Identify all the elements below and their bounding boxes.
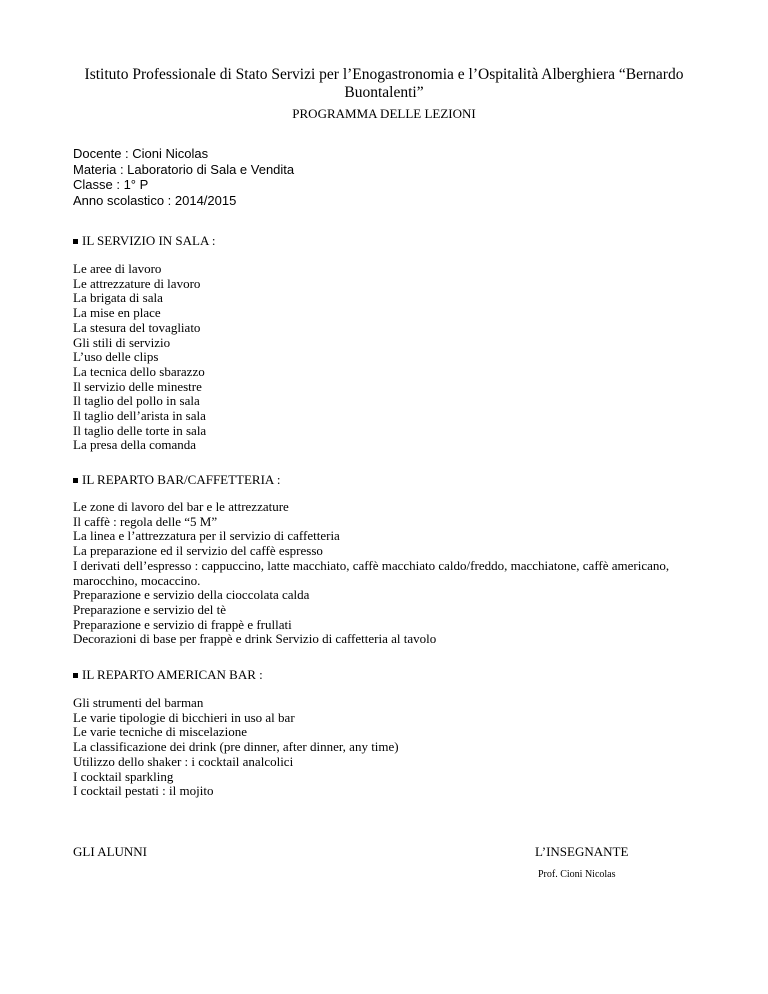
- list-item: Gli stili di servizio: [73, 334, 171, 350]
- list-item: Il caffè : regola delle “5 M”: [73, 513, 218, 529]
- class-line: Classe : 1° P: [73, 177, 149, 192]
- section-heading-text: IL REPARTO BAR/CAFFETTERIA :: [82, 472, 281, 487]
- subject-line: Materia : Laboratorio di Sala e Vendita: [73, 161, 295, 177]
- list-item: Il servizio delle minestre: [73, 378, 202, 394]
- section-list: [73, 696, 713, 799]
- list-item: La brigata di sala: [73, 290, 163, 306]
- section-heading: [73, 472, 280, 487]
- section-list: [73, 500, 713, 647]
- list-item: La tecnica dello sbarazzo: [73, 363, 205, 379]
- list-item: Gli strumenti del barman: [73, 695, 204, 710]
- list-item: La stesura del tovagliato: [73, 319, 201, 335]
- list-item: Utilizzo dello shaker : i cocktail analcolici: [73, 753, 294, 769]
- list-item: La mise en place: [73, 305, 161, 321]
- section-heading: [73, 667, 263, 682]
- list-item: Le varie tipologie di bicchieri in uso al bar: [73, 709, 295, 725]
- bullet-icon: [73, 239, 78, 244]
- list-item: I cocktail pestati : il mojito: [73, 783, 214, 799]
- list-item: La classificazione dei drink (pre dinner, after dinner, any time): [73, 739, 399, 755]
- students-signature-label: GLI ALUNNI: [73, 844, 148, 859]
- teacher-signature-label: L’INSEGNANTE: [535, 844, 629, 859]
- list-item: Il taglio delle torte in sala: [73, 422, 207, 438]
- section-heading-text: IL SERVIZIO IN SALA :: [82, 233, 216, 248]
- school-title: Istituto Professionale di Stato Servizi per l’Enogastronomia e l’Ospitalità Alberghiera “Bernardo Buontalenti”: [84, 66, 684, 101]
- list-item: Il taglio del pollo in sala: [73, 393, 200, 409]
- list-item: Preparazione e servizio del tè: [73, 601, 227, 617]
- list-item: Le attrezzature di lavoro: [73, 275, 201, 291]
- teacher-name: Prof. Cioni Nicolas: [538, 869, 616, 880]
- list-item: Preparazione e servizio di frappè e frullati: [73, 616, 292, 632]
- list-item: Le aree di lavoro: [73, 261, 162, 276]
- bullet-icon: [73, 673, 78, 678]
- list-item: Decorazioni di base per frappè e drink Servizio di caffetteria al tavolo: [73, 631, 437, 647]
- section-heading-text: IL REPARTO AMERICAN BAR :: [82, 667, 263, 682]
- list-item: Il taglio dell’arista in sala: [73, 408, 206, 424]
- program-title: PROGRAMMA DELLE LEZIONI: [292, 106, 476, 121]
- section-list: [73, 262, 713, 453]
- bullet-icon: [73, 478, 78, 483]
- list-item: La presa della comanda: [73, 437, 197, 453]
- list-item: Le varie tecniche di miscelazione: [73, 724, 247, 740]
- list-item: La linea e l’attrezzatura per il servizio di caffetteria: [73, 528, 340, 544]
- course-info: [73, 146, 294, 208]
- school-year-line: Anno scolastico : 2014/2015: [73, 192, 237, 208]
- list-item: Preparazione e servizio della cioccolata calda: [73, 587, 310, 603]
- list-item: L’uso delle clips: [73, 349, 159, 365]
- section-heading: [73, 233, 216, 248]
- teacher-line: Docente : Cioni Nicolas: [73, 146, 209, 161]
- list-item: Le zone di lavoro del bar e le attrezzature: [73, 499, 289, 514]
- list-item: I derivati dell’espresso : cappuccino, latte macchiato, caffè macchiato caldo/freddo, macchiatone, caffè americano, marocchino, mocaccino.: [73, 557, 670, 588]
- list-item: I cocktail sparkling: [73, 768, 174, 784]
- list-item: La preparazione ed il servizio del caffè espresso: [73, 543, 323, 559]
